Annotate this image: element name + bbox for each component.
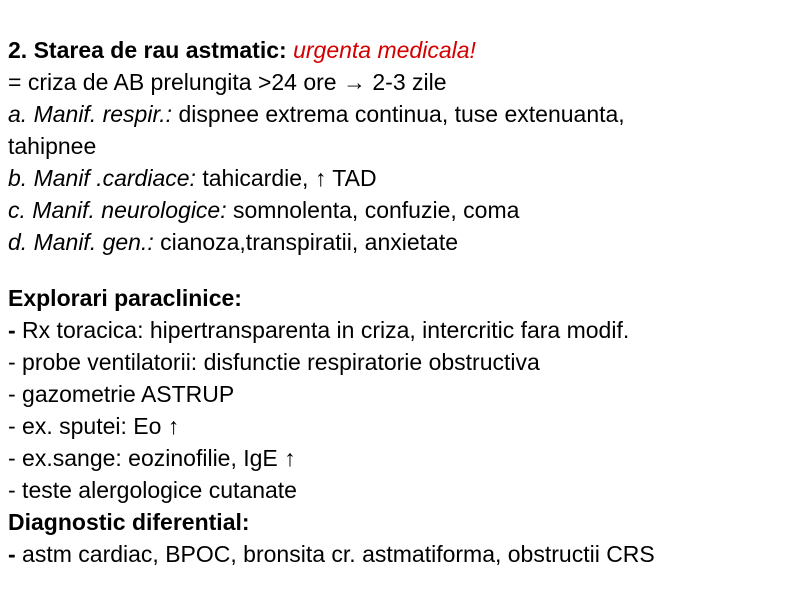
exploration-text: Rx toracica: hipertransparenta in criza, intercritic fara modif.	[15, 317, 630, 343]
manifestation-text: cianoza,transpiratii, anxietate	[160, 229, 459, 255]
differential-text: astm cardiac, BPOC, bronsita cr. astmatiforma, obstructii CRS	[15, 541, 655, 567]
manifestation-cardiac	[8, 162, 792, 194]
manifestation-respiratory	[8, 98, 792, 130]
manifestation-text: tahicardie, ↑ TAD	[202, 165, 377, 191]
exploration-item	[8, 314, 792, 346]
manifestation-neurologic	[8, 194, 792, 226]
differential-heading: Diagnostic diferential:	[8, 509, 250, 535]
manifestation-general	[8, 226, 792, 258]
exploration-item: - gazometrie ASTRUP	[8, 381, 235, 407]
dash-marker: -	[8, 541, 16, 567]
manifestation-respiratory-continued: tahipnee	[8, 133, 97, 159]
manifestation-label: b. Manif .cardiace:	[8, 165, 196, 191]
definition-line: = criza de AB prelungita >24 ore → 2-3 zile	[8, 69, 447, 95]
section-title-emphasis: urgenta medicala!	[293, 37, 476, 63]
manifestation-label: d. Manif. gen.:	[8, 229, 154, 255]
manifestation-label: c. Manif. neurologice:	[8, 197, 227, 223]
differential-item	[8, 538, 792, 570]
exploration-item: - teste alergologice cutanate	[8, 477, 297, 503]
exploration-item: - probe ventilatorii: disfunctie respiratorie obstructiva	[8, 349, 540, 375]
section-title-line	[8, 34, 792, 66]
exploration-item: - ex.sange: eozinofilie, IgE ↑	[8, 445, 296, 471]
slide-content	[8, 34, 792, 570]
section-title: 2. Starea de rau astmatic:	[8, 37, 287, 63]
spacer	[8, 258, 792, 282]
explorations-heading: Explorari paraclinice:	[8, 285, 242, 311]
exploration-item: - ex. sputei: Eo ↑	[8, 413, 180, 439]
manifestation-text: dispnee extrema continua, tuse extenuanta,	[178, 101, 625, 127]
manifestation-label: a. Manif. respir.:	[8, 101, 173, 127]
manifestation-text: somnolenta, confuzie, coma	[233, 197, 520, 223]
dash-marker: -	[8, 317, 16, 343]
